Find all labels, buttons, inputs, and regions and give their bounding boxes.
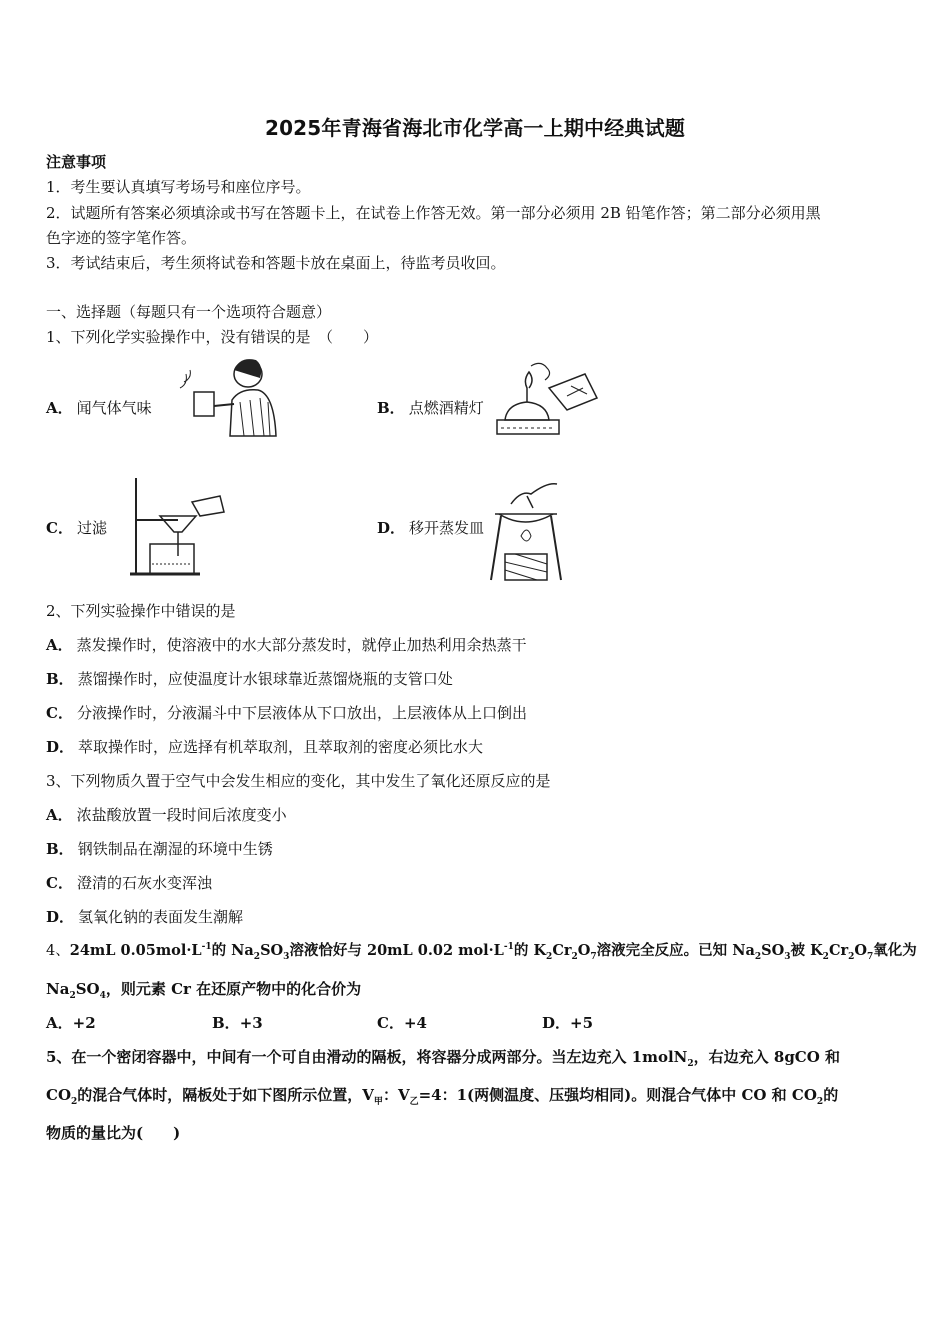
text-run: SO bbox=[75, 980, 100, 998]
question-4-stem-line2 bbox=[46, 979, 361, 999]
option-letter: C． bbox=[46, 519, 73, 537]
notice-item: 1．考生要认真填写考场号和座位序号。 bbox=[46, 178, 311, 196]
q3-option-b bbox=[46, 839, 273, 859]
subscript: 2 bbox=[69, 991, 76, 1001]
text-run: ：V bbox=[382, 1086, 410, 1104]
option-letter: B． bbox=[212, 1014, 240, 1032]
subscript: 4 bbox=[99, 991, 106, 1001]
text-run: ，则元素 Cr 在还原产物中的化合价为 bbox=[105, 980, 362, 998]
text-run: CO bbox=[46, 1086, 72, 1104]
option-text: 分液操作时，分液漏斗中下层液体从下口放出，上层液体从上口倒出 bbox=[76, 704, 527, 722]
question-5-stem-line1 bbox=[46, 1047, 840, 1067]
subscript: 乙 bbox=[409, 1097, 419, 1107]
section-heading: 一、选择题（每题只有一个选项符合题意） bbox=[46, 303, 332, 321]
superscript: -1 bbox=[503, 942, 514, 953]
subscript: 2 bbox=[816, 1097, 824, 1107]
option-text: 过滤 bbox=[76, 519, 107, 537]
option-letter: C． bbox=[46, 874, 73, 892]
option-letter: D． bbox=[377, 519, 406, 537]
option-letter: C． bbox=[46, 704, 73, 722]
option-letter: D． bbox=[542, 1014, 571, 1032]
text-run: O bbox=[854, 942, 868, 959]
option-letter: A． bbox=[46, 636, 73, 654]
q1-option-d bbox=[377, 518, 484, 538]
option-text: +3 bbox=[239, 1014, 263, 1032]
notice-item: 3．考试结束后，考生须将试卷和答题卡放在桌面上，待监考员收回。 bbox=[46, 254, 506, 272]
q1-option-b bbox=[377, 398, 484, 418]
option-letter: D． bbox=[46, 908, 75, 926]
filtration-illustration bbox=[120, 472, 230, 580]
option-text: 蒸发操作时，使溶液中的水大部分蒸发时，就停止加热利用余热蒸干 bbox=[76, 636, 527, 654]
q4-option-a bbox=[46, 1013, 96, 1033]
option-text: +4 bbox=[403, 1014, 427, 1032]
text-run: SO bbox=[260, 942, 284, 959]
q3-option-d bbox=[46, 907, 243, 927]
option-text: 闻气体气味 bbox=[76, 399, 152, 417]
q2-option-c bbox=[46, 703, 527, 723]
option-text: 蒸馏操作时，应使温度计水银球靠近蒸馏烧瓶的支管口处 bbox=[77, 670, 453, 688]
subscript: 2 bbox=[546, 951, 553, 962]
option-letter: A． bbox=[46, 1014, 73, 1032]
text-run: 5、在一个密闭容器中，中间有一个可自由滑动的隔板，将容器分成两部分。当左边充入 1molN bbox=[46, 1048, 688, 1066]
option-letter: B． bbox=[46, 670, 74, 688]
text-run: Na bbox=[46, 980, 70, 998]
option-letter: B． bbox=[46, 840, 74, 858]
option-text: 氢氧化钠的表面发生潮解 bbox=[78, 908, 244, 926]
q1-option-a bbox=[46, 398, 152, 418]
subscript: 2 bbox=[822, 951, 829, 962]
subscript: 2 bbox=[754, 951, 762, 962]
text-run: ，右边充入 8gCO 和 bbox=[693, 1048, 841, 1066]
option-text: +2 bbox=[72, 1014, 96, 1032]
subscript: 2 bbox=[253, 951, 261, 962]
q4-option-b bbox=[212, 1013, 263, 1033]
option-text: 点燃酒精灯 bbox=[408, 399, 484, 417]
q2-option-a bbox=[46, 635, 527, 655]
q4-option-d bbox=[542, 1013, 593, 1033]
subscript: 7 bbox=[590, 951, 597, 962]
text-run: 氧化为 bbox=[873, 942, 917, 959]
option-text: +5 bbox=[570, 1014, 594, 1032]
text-run: 的 Na bbox=[211, 942, 254, 959]
smelling-gas-illustration bbox=[170, 352, 288, 440]
question-1-stem: 1、下列化学实验操作中，没有错误的是 （ ） bbox=[46, 328, 379, 346]
subscript: 2 bbox=[848, 951, 855, 962]
text-run: Cr bbox=[828, 942, 849, 959]
question-5-stem-line3: 物质的量比为( ) bbox=[46, 1124, 181, 1142]
notice-heading: 注意事项 bbox=[46, 153, 107, 171]
subscript: 甲 bbox=[373, 1097, 383, 1107]
text-run: Cr bbox=[552, 942, 572, 959]
subscript: 2 bbox=[571, 951, 578, 962]
text-run: 24mL 0.05mol·L bbox=[69, 942, 202, 959]
notice-item: 色字迹的签字笔作答。 bbox=[46, 229, 197, 247]
evaporating-dish-illustration bbox=[487, 476, 565, 582]
page-title: 2025年青海省海北市化学高一上期中经典试题 bbox=[264, 116, 686, 140]
q3-option-a bbox=[46, 805, 287, 825]
option-letter: D． bbox=[46, 738, 75, 756]
option-text: 浓盐酸放置一段时间后浓度变小 bbox=[76, 806, 287, 824]
q3-option-c bbox=[46, 873, 212, 893]
question-3-stem: 3、下列物质久置于空气中会发生相应的变化，其中发生了氧化还原反应的是 bbox=[46, 772, 551, 790]
text-run: 被 K bbox=[790, 942, 823, 959]
q2-option-b bbox=[46, 669, 453, 689]
text-run: O bbox=[577, 942, 591, 959]
alcohol-lamp-illustration bbox=[487, 358, 602, 436]
subscript: 3 bbox=[784, 951, 791, 962]
superscript: -1 bbox=[201, 942, 212, 953]
text-run: 的 K bbox=[513, 942, 547, 959]
option-text: 萃取操作时，应选择有机萃取剂，且萃取剂的密度必须比水大 bbox=[78, 738, 484, 756]
notice-item: 2．试题所有答案必须填涂或书写在答题卡上，在试卷上作答无效。第一部分必须用 2B 铅笔作答；第二部分必须用黑 bbox=[46, 204, 821, 222]
question-4-stem-line1 bbox=[46, 941, 917, 961]
q1-option-c bbox=[46, 518, 107, 538]
option-text: 澄清的石灰水变浑浊 bbox=[76, 874, 212, 892]
question-5-stem-line2 bbox=[46, 1085, 838, 1105]
q2-option-d bbox=[46, 737, 483, 757]
q4-option-c bbox=[377, 1013, 427, 1033]
text-run: 溶液完全反应。已知 Na bbox=[596, 942, 755, 959]
text-run: SO bbox=[761, 942, 785, 959]
option-text: 移开蒸发皿 bbox=[409, 519, 485, 537]
option-letter: C． bbox=[377, 1014, 404, 1032]
subscript: 3 bbox=[283, 951, 290, 962]
option-letter: A． bbox=[46, 806, 73, 824]
question-number: 4、 bbox=[46, 943, 70, 959]
option-letter: B． bbox=[377, 399, 405, 417]
text-run: 的混合气体时，隔板处于如下图所示位置，V bbox=[77, 1086, 374, 1104]
subscript: 2 bbox=[687, 1059, 694, 1069]
subscript: 2 bbox=[71, 1097, 78, 1107]
option-text: 钢铁制品在潮湿的环境中生锈 bbox=[77, 840, 273, 858]
subscript: 7 bbox=[867, 951, 874, 962]
text-run: =4：1(两侧温度、压强均相同)。则混合气体中 CO 和 CO bbox=[418, 1086, 817, 1104]
question-2-stem: 2、下列实验操作中错误的是 bbox=[46, 602, 236, 620]
text-run: 的 bbox=[823, 1086, 839, 1104]
text-run: 溶液恰好与 20mL 0.02 mol·L bbox=[289, 942, 504, 959]
option-letter: A． bbox=[46, 399, 73, 417]
